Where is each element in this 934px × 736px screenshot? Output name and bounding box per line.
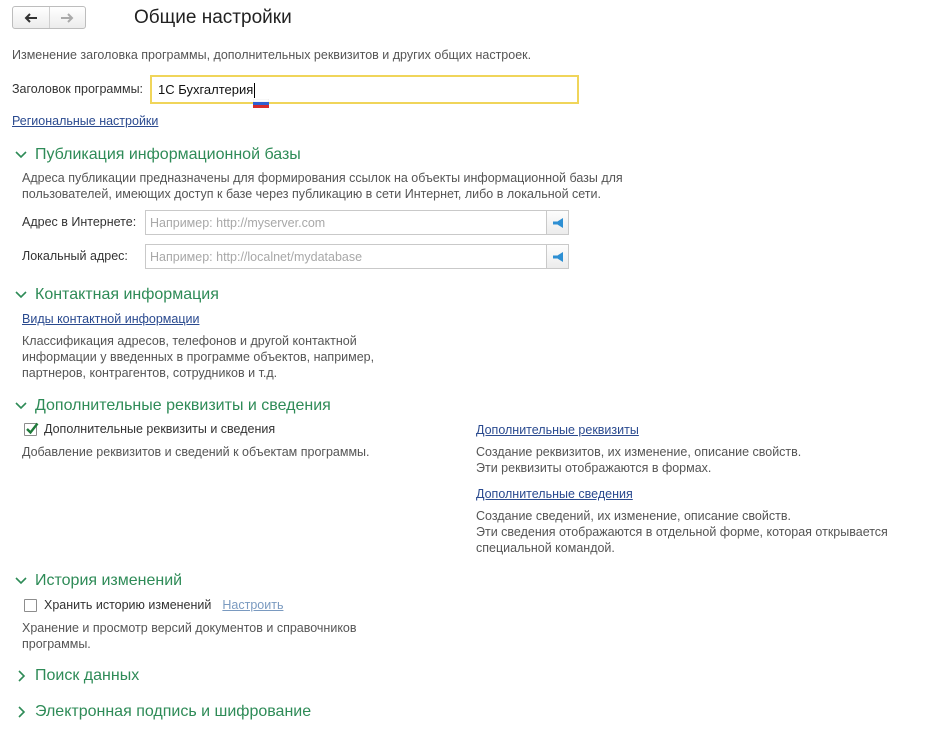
- section-signature-title: Электронная подпись и шифрование: [35, 703, 312, 720]
- internet-address-field: [145, 210, 569, 235]
- history-checkbox[interactable]: [24, 599, 37, 612]
- chevron-right-icon: [12, 703, 30, 721]
- program-title-input[interactable]: [150, 75, 579, 104]
- chevron-down-icon: [12, 146, 30, 164]
- navigate-arrow-icon: [552, 251, 564, 263]
- back-button[interactable]: [13, 7, 49, 28]
- regional-settings-link[interactable]: Региональные настройки: [12, 114, 159, 128]
- publication-desc-line1: Адреса публикации предназначены для формирования ссылок на объекты информационной базы для: [22, 171, 623, 185]
- section-contact-title: Контактная информация: [35, 286, 219, 303]
- navigate-arrow-icon: [552, 217, 564, 229]
- extra-props-desc1: Создание реквизитов, их изменение, описание свойств.: [476, 445, 802, 459]
- section-history[interactable]: [12, 572, 182, 590]
- section-extra[interactable]: [12, 397, 331, 415]
- history-checkbox-row[interactable]: [24, 598, 283, 612]
- chevron-right-icon: [12, 667, 30, 685]
- extra-props-desc2: Эти реквизиты отображаются в формах.: [476, 461, 712, 475]
- history-configure-link[interactable]: Настроить: [222, 598, 284, 612]
- arrow-right-icon: [60, 13, 74, 23]
- section-extra-title: Дополнительные реквизиты и сведения: [35, 397, 331, 414]
- contact-desc-line2: информации у введенных в программе объектов, например,: [22, 350, 375, 364]
- extra-desc: Добавление реквизитов и сведений к объектам программы.: [22, 445, 370, 459]
- extra-checkbox-row[interactable]: [24, 422, 275, 436]
- section-contact[interactable]: [12, 286, 219, 304]
- section-search-title: Поиск данных: [35, 667, 140, 684]
- section-search[interactable]: [12, 667, 139, 685]
- local-address-open-button[interactable]: [546, 245, 568, 268]
- chevron-down-icon: [12, 572, 30, 590]
- contact-desc-line1: Классификация адресов, телефонов и другой контактной: [22, 334, 357, 348]
- internet-address-label: Адрес в Интернете:: [22, 215, 137, 229]
- intro-text: Изменение заголовка программы, дополнительных реквизитов и других общих настроек.: [12, 48, 532, 62]
- forward-button[interactable]: [49, 7, 86, 28]
- section-publication-title: Публикация информационной базы: [35, 146, 301, 163]
- local-address-field: [145, 244, 569, 269]
- extra-info-desc2: Эти сведения отображаются в отдельной форме, которая открывается: [476, 525, 888, 539]
- history-checkbox-label: Хранить историю изменений: [44, 598, 212, 612]
- chevron-down-icon: [12, 286, 30, 304]
- extra-info-desc1: Создание сведений, их изменение, описание свойств.: [476, 509, 791, 523]
- arrow-left-icon: [24, 13, 38, 23]
- extra-info-desc3: специальной командой.: [476, 541, 615, 555]
- extra-info-link[interactable]: Дополнительные сведения: [476, 487, 633, 501]
- section-history-title: История изменений: [35, 572, 183, 589]
- extra-props-link[interactable]: Дополнительные реквизиты: [476, 423, 639, 437]
- local-address-input[interactable]: Например: http://localnet/mydatabase: [150, 250, 363, 264]
- contact-kinds-link[interactable]: Виды контактной информации: [22, 312, 200, 326]
- program-title-value: 1С Бухгалтерия: [158, 82, 254, 97]
- russian-flag-icon: [253, 99, 269, 108]
- contact-desc-line3: партнеров, контрагентов, сотрудников и т.д.: [22, 366, 278, 380]
- internet-address-input[interactable]: Например: http://myserver.com: [150, 216, 326, 230]
- section-signature[interactable]: [12, 703, 311, 721]
- chevron-down-icon: [12, 397, 30, 415]
- page-title: Общие настройки: [134, 7, 292, 28]
- checkmark-icon: [24, 421, 40, 437]
- local-address-label: Локальный адрес:: [22, 249, 128, 263]
- program-title-label: Заголовок программы:: [12, 82, 144, 96]
- publication-desc-line2: пользователей, имеющих доступ к базе через публикацию в сети Интернет, либо в локальной сети.: [22, 187, 601, 201]
- section-publication[interactable]: [12, 146, 301, 164]
- internet-address-open-button[interactable]: [546, 211, 568, 234]
- history-desc-line1: Хранение и просмотр версий документов и справочников: [22, 621, 357, 635]
- extra-checkbox[interactable]: [24, 423, 37, 436]
- history-desc-line2: программы.: [22, 637, 91, 651]
- text-caret: [254, 83, 255, 98]
- extra-checkbox-label: Дополнительные реквизиты и сведения: [44, 422, 276, 436]
- navigation-buttons: [12, 6, 86, 29]
